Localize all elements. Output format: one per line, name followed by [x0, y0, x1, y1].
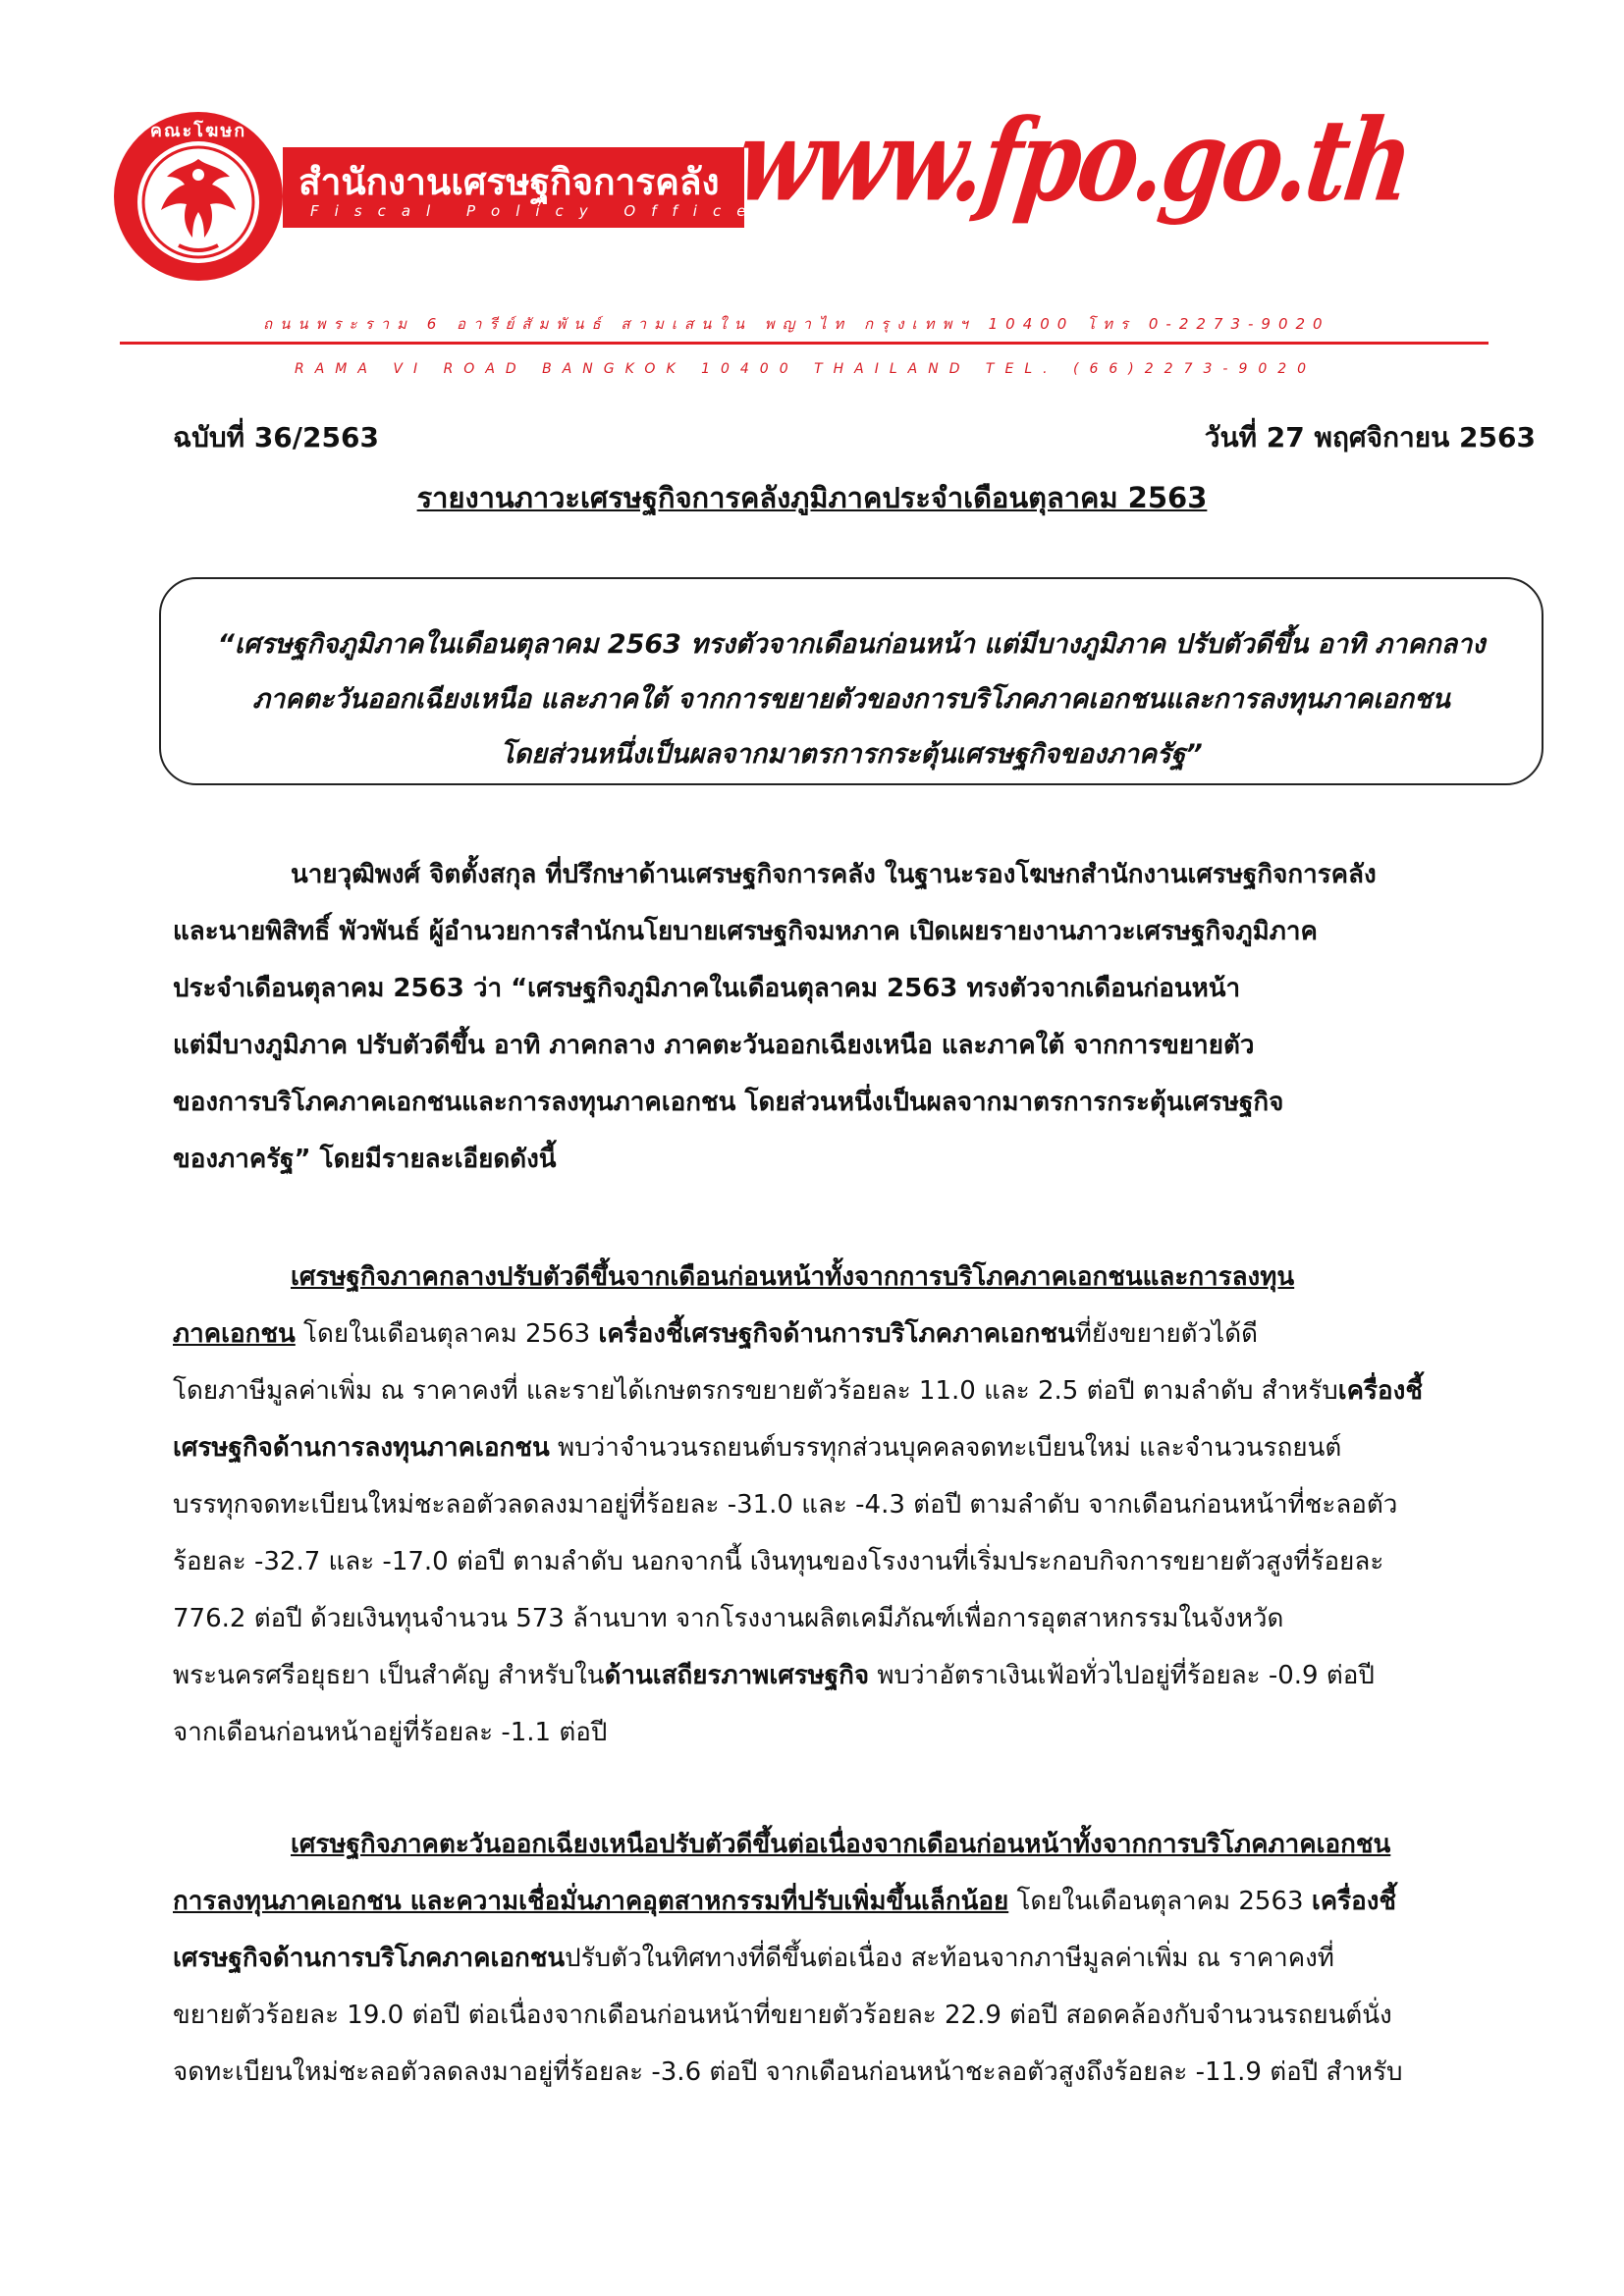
- central-line: [173, 1427, 1510, 1468]
- intro-line: นายวุฒิพงศ์ จิตตั้งสกุล ที่ปรึกษาด้านเศรษฐกิจการคลัง ในฐานะรองโฆษกสำนักงานเศรษฐกิจการคลัง: [291, 860, 1377, 889]
- intro-line: แต่มีบางภูมิภาค ปรับตัวดีขึ้น อาทิ ภาคกลาง ภาคตะวันออกเฉียงเหนือ และภาคใต้ จากการขยายตัว: [173, 1031, 1255, 1060]
- bold-term: เครื่องชี้: [1337, 1376, 1423, 1406]
- text-run: ปรับตัวในทิศทางที่ดีขึ้นต่อเนื่อง สะท้อนจากภาษีมูลค่าเพิ่ม ณ ราคาคงที่: [565, 1944, 1334, 1973]
- text-run: พระนครศรีอยุธยา เป็นสำคัญ สำหรับใน: [173, 1661, 605, 1690]
- northeast-line: ขยายตัวร้อยละ 19.0 ต่อปี ต่อเนื่องจากเดือนก่อนหน้าที่ขยายตัวร้อยละ 22.9 ต่อปี สอดคล้องกับจำนวนรถยนต์นั่ง: [173, 2001, 1392, 2030]
- central-heading-cont: ภาคเอกชน: [173, 1319, 296, 1349]
- northeast-line: จดทะเบียนใหม่ชะลอตัวลดลงมาอยู่ที่ร้อยละ -3.6 ต่อปี จากเดือนก่อนหน้าชะลอตัวสูงถึงร้อยละ -11.9 ต่อปี สำหรับ: [173, 2057, 1403, 2087]
- northeast-heading: [173, 1824, 1510, 1864]
- northeast-heading-cont: การลงทุนภาคเอกชน และความเชื่อมั่นภาคอุตสาหกรรมที่ปรับเพิ่มขึ้นเล็กน้อย: [173, 1887, 1009, 1916]
- org-name-th: สำนักงานเศรษฐกิจการคลัง: [298, 161, 720, 203]
- intro-line: ของภาครัฐ” โดยมีรายละเอียดดังนี้: [173, 1145, 557, 1174]
- central-line: จากเดือนก่อนหน้าอยู่ที่ร้อยละ -1.1 ต่อปี: [173, 1718, 608, 1747]
- quote-line: โดยส่วนหนึ่งเป็นผลจากมาตรการกระตุ้นเศรษฐกิจของภาครัฐ”: [500, 739, 1203, 770]
- text-run: พบว่าจำนวนรถยนต์บรรทุกส่วนบุคคลจดทะเบียนใหม่ และจำนวนรถยนต์: [549, 1433, 1342, 1463]
- intro-line: ของการบริโภคภาคเอกชนและการลงทุนภาคเอกชน โดยส่วนหนึ่งเป็นผลจากมาตรการกระตุ้นเศรษฐกิจ: [173, 1088, 1284, 1117]
- central-heading: [173, 1256, 1510, 1297]
- issue-number: ฉบับที่ 36/2563: [173, 421, 379, 454]
- logo-arc-text: คณะโฆษก: [149, 121, 247, 141]
- central-heading-text: เศรษฐกิจภาคกลางปรับตัวดีขึ้นจากเดือนก่อนหน้าทั้งจากการบริโภคภาคเอกชนและการลงทุน: [291, 1262, 1295, 1292]
- text-run: พบว่าอัตราเงินเฟ้อทั่วไปอยู่ที่ร้อยละ -0.9 ต่อปี: [869, 1661, 1375, 1690]
- issue-date: วันที่ 27 พฤศจิกายน 2563: [1204, 421, 1536, 454]
- northeast-heading-text: เศรษฐกิจภาคตะวันออกเฉียงเหนือปรับตัวดีขึ้นต่อเนื่องจากเดือนก่อนหน้าทั้งจากการบริโภคภาคเอกชน: [291, 1830, 1391, 1859]
- quote-line: “เศรษฐกิจภูมิภาคในเดือนตุลาคม 2563 ทรงตัวจากเดือนก่อนหน้า แต่มีบางภูมิภาค ปรับตัวดีขึ้น อาทิ ภาคกลาง: [217, 629, 1486, 660]
- central-line: 776.2 ต่อปี ด้วยเงินทุนจำนวน 573 ล้านบาท จากโรงงานผลิตเคมีภัณฑ์เพื่อการอุตสาหกรรมในจังหวัด: [173, 1604, 1284, 1633]
- report-title: รายงานภาวะเศรษฐกิจการคลังภูมิภาคประจำเดือนตุลาคม 2563: [416, 481, 1208, 514]
- quote-line: ภาคตะวันออกเฉียงเหนือ และภาคใต้ จากการขยายตัวของการบริโภคภาคเอกชนและการลงทุนภาคเอกชน: [252, 684, 1450, 715]
- org-name-en: Fiscal Policy Office: [310, 202, 762, 220]
- intro-line: ประจำเดือนตุลาคม 2563 ว่า “เศรษฐกิจภูมิภาคในเดือนตุลาคม 2563 ทรงตัวจากเดือนก่อนหน้า: [173, 974, 1241, 1003]
- intro-line: และนายพิสิทธิ์ พัวพันธ์ ผู้อำนวยการสำนักนโยบายเศรษฐกิจมหภาค เปิดเผยรายงานภาวะเศรษฐกิจภูมิภาค: [173, 917, 1318, 946]
- address-en: RAMA VI ROAD BANGKOK 10400 THAILAND TEL. (66)2273-9020: [295, 361, 1318, 377]
- bold-term: ด้านเสถียรภาพเศรษฐกิจ: [604, 1661, 870, 1690]
- central-line: ร้อยละ -32.7 และ -17.0 ต่อปี ตามลำดับ นอกจากนี้ เงินทุนของโรงงานที่เริ่มประกอบกิจการขยายตัวสูงที่ร้อยละ: [173, 1547, 1384, 1576]
- bold-term: เครื่องชี้เศรษฐกิจด้านการบริโภคภาคเอกชน: [598, 1319, 1075, 1349]
- central-line: [173, 1370, 1510, 1411]
- central-line: [173, 1313, 1510, 1354]
- org-name-banner: [283, 147, 762, 228]
- text-run: โดยภาษีมูลค่าเพิ่ม ณ ราคาคงที่ และรายได้เกษตรกรขยายตัวร้อยละ 11.0 และ 2.5 ต่อปี ตามลำดับ สำหรับ: [173, 1376, 1338, 1406]
- northeast-line: [173, 1881, 1510, 1921]
- bold-term: เศรษฐกิจด้านการบริโภคภาคเอกชน: [173, 1944, 566, 1973]
- fpo-logo: [110, 108, 287, 285]
- text-run: ที่ยังขยายตัวได้ดี: [1074, 1319, 1259, 1349]
- bold-term: เศรษฐกิจด้านการลงทุนภาคเอกชน: [173, 1433, 550, 1463]
- address-th: ถนนพระราม 6 อารีย์สัมพันธ์ สามเสนใน พญาไท กรุงเทพฯ 10400 โทร 0-2273-9020: [263, 315, 1330, 333]
- summary-quote-box: [159, 577, 1543, 785]
- website-url[interactable]: www.fpo.go.th: [730, 94, 1419, 227]
- text-run: โดยในเดือนตุลาคม 2563: [1008, 1887, 1312, 1916]
- bold-term: เครื่องชี้: [1311, 1887, 1397, 1916]
- central-line: [173, 1655, 1510, 1695]
- central-line: บรรทุกจดทะเบียนใหม่ชะลอตัวลดลงมาอยู่ที่ร้อยละ -31.0 และ -4.3 ต่อปี ตามลำดับ จากเดือนก่อนหน้าที่ชะลอตัว: [173, 1490, 1398, 1520]
- northeast-line: [173, 1938, 1510, 1978]
- header-divider: [120, 342, 1489, 345]
- text-run: โดยในเดือนตุลาคม 2563: [295, 1319, 599, 1349]
